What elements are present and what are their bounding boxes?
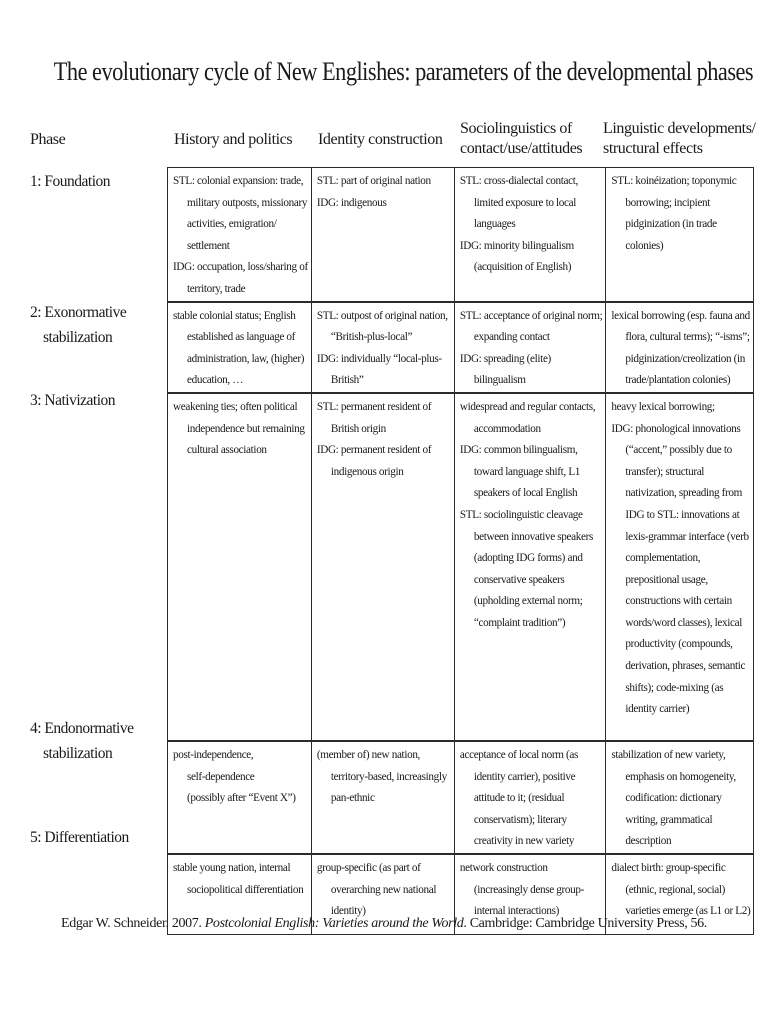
cell-line: speakers of local English <box>473 487 578 500</box>
cell-line: self-dependence <box>187 770 255 783</box>
cell-line: borrowing; incipient <box>625 196 711 209</box>
cell-line: colonies) <box>625 239 664 252</box>
header-phase: Phase <box>30 131 66 148</box>
cell-line: writing, grammatical <box>625 813 713 826</box>
header-line: Linguistic developments/ <box>603 120 756 137</box>
cell-history-and-politics <box>168 302 312 393</box>
cell-line: between innovative speakers <box>473 530 594 543</box>
cell-line: IDG: permanent resident of <box>316 444 432 457</box>
header-linguistic-developments <box>603 119 756 159</box>
cell-linguistic-developments <box>606 741 754 854</box>
cell-linguistic-developments <box>606 168 754 302</box>
cell-line: settlement <box>187 239 230 252</box>
cell-line: STL: sociolinguistic cleavage <box>459 508 583 521</box>
cell-line: “complaint tradition”) <box>473 616 566 629</box>
phase-line: stabilization <box>43 329 113 346</box>
header-sociolinguistics <box>460 119 582 159</box>
citation-prefix: Edgar W. Schneider. 2007. <box>61 916 205 931</box>
cell-line: STL: permanent resident of <box>316 400 432 413</box>
cell-line: lexis-grammar interface (verb <box>625 530 749 543</box>
cell-line: creativity in new variety <box>473 835 575 848</box>
cell-line: varieties emerge (as L1 or L2) <box>625 905 751 918</box>
cell-line: indigenous origin <box>330 465 404 478</box>
cell-line: stabilization of new variety, <box>611 748 726 761</box>
phase-line: 3: Nativization <box>30 392 116 409</box>
cell-line: British origin <box>330 422 386 435</box>
cell-line: stable colonial status; English <box>173 309 296 322</box>
cell-sociolinguistics <box>454 168 606 302</box>
citation <box>0 914 768 934</box>
cell-line: sociopolitical differentiation <box>187 883 304 896</box>
cell-line: lexical borrowing (esp. fauna and <box>611 309 750 322</box>
cell-line: prepositional usage, <box>625 573 708 586</box>
cell-line: independence but remaining <box>187 422 305 435</box>
phases-table-body <box>168 168 754 935</box>
cell-line: IDG: indigenous <box>316 196 387 209</box>
cell-line: military outposts, missionary <box>187 196 308 209</box>
cell-line: transfer); structural <box>625 465 705 478</box>
cell-identity-construction <box>311 302 454 393</box>
cell-line: weakening ties; often political <box>173 400 298 413</box>
row-nativization <box>168 393 754 741</box>
cell-line: derivation, phrases, semantic <box>625 660 746 673</box>
cell-line: overarching new national <box>330 883 437 896</box>
phase-line: 1: Foundation <box>30 173 111 190</box>
cell-line: (acquisition of English) <box>473 261 572 274</box>
phase-label-foundation <box>30 169 110 194</box>
cell-line: established as language of <box>187 331 296 344</box>
cell-line: network construction <box>459 861 548 874</box>
cell-line: pidginization (in trade <box>625 218 717 231</box>
cell-line: IDG: spreading (elite) <box>459 352 551 365</box>
cell-line: codification: dictionary <box>625 792 722 805</box>
cell-line: languages <box>473 218 516 231</box>
cell-sociolinguistics <box>454 393 606 741</box>
cell-line: accommodation <box>473 422 541 435</box>
cell-line: attitude to it; (residual <box>473 792 565 805</box>
cell-linguistic-developments <box>606 393 754 741</box>
cell-line: conservatism); literary <box>473 813 567 826</box>
page-title: The evolutionary cycle of New Englishes: parameters of the developmental phases <box>53 57 754 86</box>
cell-line: identity carrier), positive <box>473 770 576 783</box>
cell-history-and-politics <box>168 393 312 741</box>
cell-line: description <box>625 835 672 848</box>
cell-line: trade/plantation colonies) <box>625 374 731 387</box>
phase-line: 4: Endonormative <box>30 720 134 737</box>
cell-line: (upholding external norm; <box>473 595 583 608</box>
cell-linguistic-developments <box>606 302 754 393</box>
header-line: contact/use/attitudes <box>460 140 583 157</box>
cell-line: STL: koinéization; toponymic <box>611 175 737 187</box>
cell-line: (possibly after “Event X”) <box>187 792 296 805</box>
phase-label-exonormative <box>30 300 126 350</box>
cell-sociolinguistics <box>454 302 606 393</box>
cell-line: conservative speakers <box>473 573 565 586</box>
header-identity-construction: Identity construction <box>318 131 443 148</box>
row-exonormative-stabilization <box>168 302 754 393</box>
cell-line: words/word classes), lexical <box>625 616 743 629</box>
cell-line: education, … <box>187 374 244 387</box>
cell-line: limited exposure to local <box>473 196 577 209</box>
cell-line: STL: outpost of original nation, <box>316 309 448 322</box>
phase-label-nativization <box>30 388 115 413</box>
cell-line: post-independence, <box>173 748 254 761</box>
cell-line: IDG: common bilingualism, <box>459 444 578 457</box>
cell-line: group-specific (as part of <box>316 861 421 874</box>
cell-line: STL: cross-dialectal contact, <box>459 175 578 187</box>
cell-line: (increasingly dense group- <box>473 883 585 896</box>
header-line: Sociolinguistics of <box>460 120 572 137</box>
cell-line: constructions with certain <box>625 595 732 608</box>
cell-line: STL: colonial expansion: trade, <box>173 175 304 187</box>
cell-line: heavy lexical borrowing; <box>611 400 715 413</box>
cell-line: internal interactions) <box>473 905 560 918</box>
phase-label-differentiation <box>30 825 129 850</box>
cell-line: bilingualism <box>473 374 526 387</box>
header-history-and-politics: History and politics <box>174 131 293 148</box>
cell-history-and-politics <box>168 741 312 854</box>
cell-line: British” <box>330 374 364 387</box>
header-line: structural effects <box>603 140 703 157</box>
cell-line: shifts); code-mixing (as <box>625 681 724 694</box>
cell-line: stable young nation, internal <box>173 861 291 874</box>
cell-line: IDG: occupation, loss/sharing of <box>173 261 308 274</box>
cell-line: (ethnic, regional, social) <box>625 883 725 896</box>
cell-line: complementation, <box>625 552 701 565</box>
citation-suffix: . Cambridge: Cambridge University Press, 56. <box>463 916 707 931</box>
cell-line: territory-based, increasingly <box>330 770 447 783</box>
cell-line: pidginization/creolization (in <box>625 352 746 365</box>
cell-line: widespread and regular contacts, <box>459 400 596 413</box>
phase-line: 2: Exonormative <box>30 304 127 321</box>
cell-line: identity carrier) <box>625 703 690 716</box>
cell-line: productivity (compounds, <box>625 638 733 651</box>
cell-sociolinguistics <box>454 741 606 854</box>
cell-line: (adopting IDG forms) and <box>473 552 583 565</box>
cell-line: identity) <box>330 905 366 918</box>
cell-line: IDG: minority bilingualism <box>459 239 574 252</box>
cell-line: “British-plus-local” <box>330 331 413 344</box>
cell-line: cultural association <box>187 444 267 457</box>
cell-line: IDG: individually “local-plus- <box>316 352 442 365</box>
cell-line: toward language shift, L1 <box>473 465 581 478</box>
cell-line: flora, cultural terms); “-isms”; <box>625 331 750 344</box>
cell-line: STL: acceptance of original norm; <box>459 309 603 322</box>
cell-line: (“accent,” possibly due to <box>625 444 732 457</box>
phase-label-endonormative <box>30 716 134 766</box>
citation-work: Postcolonial English: Varieties around the World <box>204 916 464 931</box>
cell-line: IDG: phonological innovations <box>611 422 741 435</box>
cell-line: (member of) new nation, <box>316 748 421 761</box>
row-foundation <box>168 168 754 302</box>
cell-line: pan-ethnic <box>330 792 375 805</box>
cell-line: territory, trade <box>187 282 246 295</box>
cell-identity-construction <box>311 168 454 302</box>
cell-line: dialect birth: group-specific <box>611 861 726 874</box>
phases-table <box>167 167 754 935</box>
row-endonormative-stabilization <box>168 741 754 854</box>
phase-line: stabilization <box>43 745 113 762</box>
cell-identity-construction <box>311 741 454 854</box>
cell-line: administration, law, (higher) <box>187 352 305 365</box>
cell-line: acceptance of local norm (as <box>459 748 579 761</box>
cell-line: activities, emigration/ <box>187 218 277 231</box>
cell-history-and-politics <box>168 168 312 302</box>
cell-line: nativization, spreading from <box>625 487 743 500</box>
cell-line: emphasis on homogeneity, <box>625 770 736 783</box>
cell-identity-construction <box>311 393 454 741</box>
phase-line: 5: Differentiation <box>30 829 129 846</box>
cell-line: STL: part of original nation <box>316 175 431 187</box>
cell-line: expanding contact <box>473 331 550 344</box>
cell-line: IDG to STL: innovations at <box>625 508 740 521</box>
